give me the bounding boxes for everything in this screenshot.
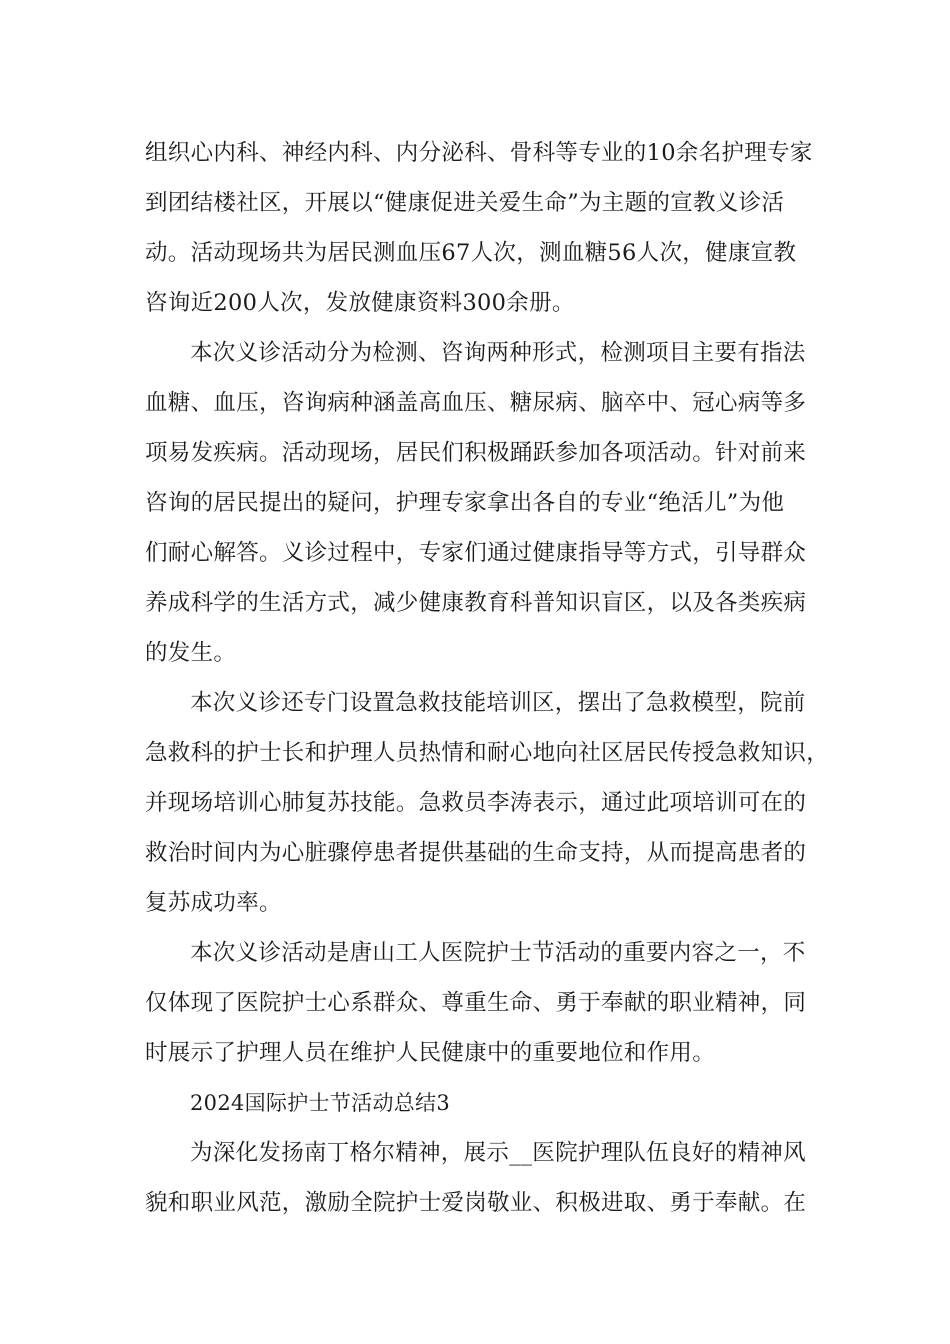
paragraph-line: 貌和职业风范，激励全院护士爱岗敬业、积极进取、勇于奉献。在 [145,1190,807,1216]
paragraph-line: 项易发疾病。活动现场，居民们积极踊跃参加各项活动。针对前来 [145,440,807,466]
paragraph-line: 救治时间内为心脏骤停患者提供基础的生命支持，从而提高患者的 [145,840,807,866]
paragraph-line: 到团结楼社区，开展以“健康促进关爱生命”为主题的宣教义诊活 [145,190,785,216]
paragraph-line: 组织心内科、神经内科、内分泌科、骨科等专业的10余名护理专家 [145,140,813,166]
paragraph-line: 时展示了护理人员在维护人民健康中的重要地位和作用。 [145,1040,716,1066]
section-heading: 2024国际护士节活动总结3 [190,1091,451,1115]
paragraph-line: 血糖、血压，咨询病种涵盖高血压、糖尿病、脑卒中、冠心病等多 [145,390,807,416]
paragraph-line: 咨询的居民提出的疑问，护理专家拿出各自的专业“绝活儿”为他 [145,490,785,516]
paragraph-line: 复苏成功率。 [145,890,282,916]
paragraph-line: 们耐心解答。义诊过程中，专家们通过健康指导等方式，引导群众 [145,540,807,566]
paragraph-line: 动。活动现场共为居民测血压67人次，测血糖56人次，健康宣教 [145,240,797,266]
paragraph-line: 本次义诊活动分为检测、咨询两种形式，检测项目主要有指法 [190,340,806,366]
paragraph-line: 养成科学的生活方式，减少健康教育科普知识盲区，以及各类疾病 [145,590,807,616]
paragraph-line: 本次义诊还专门设置急救技能培训区，摆出了急救模型，院前 [190,690,806,716]
paragraph-line: 本次义诊活动是唐山工人医院护士节活动的重要内容之一，不 [190,940,806,966]
paragraph-line: 并现场培训心肺复苏技能。急救员李涛表示，通过此项培训可在的 [145,790,807,816]
paragraph-line: 的发生。 [145,640,237,666]
paragraph-line: 咨询近200人次，发放健康资料300余册。 [145,290,575,316]
paragraph-line: 仅体现了医院护士心系群众、尊重生命、勇于奉献的职业精神，同 [145,990,807,1016]
paragraph-line: 为深化发扬南丁格尔精神，展示__医院护理队伍良好的精神风 [190,1140,806,1166]
paragraph-line: 急救科的护士长和护理人员热情和耐心地向社区居民传授急救知识， [145,740,830,766]
